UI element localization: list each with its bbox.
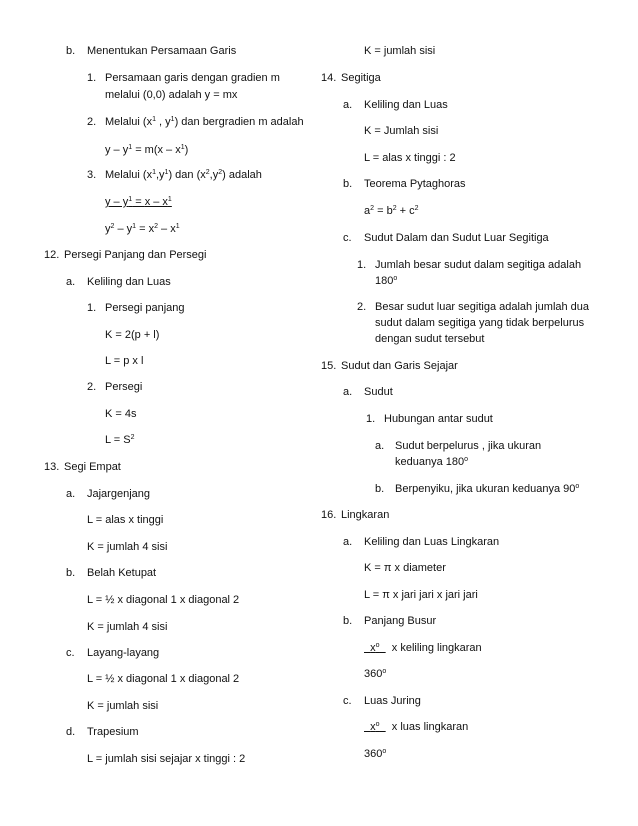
section-16-heading [321,508,390,522]
subheading-text: Luas Juring [364,695,421,707]
formula-line: L = p x l [105,355,144,367]
fraction-numerator [364,720,468,734]
text-part: x [370,721,376,733]
subheading-a [66,275,171,289]
section-number: 14. [321,72,337,84]
superscript: 1 [170,116,175,123]
superscript: 2 [218,169,223,176]
text-part: L = S [105,434,131,446]
text-part: y [105,223,111,235]
superscript: 1 [180,144,185,151]
degree-mark: o [375,721,380,728]
formula-line: K = 2(p + l) [105,329,160,341]
subheading-text: Keliling dan Luas [87,276,171,288]
section-number: 15. [321,360,337,372]
superscript: 1 [128,144,133,151]
list-item-3 [87,168,262,182]
superscript: 1 [167,196,172,203]
formula-line: L = ½ x diagonal 1 x diagonal 2 [87,594,240,606]
subheading-text: Belah Ketupat [87,567,157,579]
degree-mark: o [382,748,387,755]
text-part: ,y [155,169,165,181]
list-label: c. [343,232,352,244]
subheading-b [66,566,157,580]
degree-mark: o [575,483,580,490]
subheading-text: Trapesium [87,726,139,738]
list-number: 1. [87,302,97,314]
fraction-denominator [364,747,386,761]
text-part: 360 [364,748,383,760]
superscript: 2 [205,169,210,176]
list-text [105,115,304,129]
list-label: b. [66,567,76,579]
list-label: b. [343,178,353,190]
list-item-1 [87,301,185,315]
formula-line: K = jumlah sisi [87,700,159,712]
text-part: + c [396,205,415,217]
list-text: Hubungan antar sudut [384,413,493,425]
list-text: Jumlah besar sudut dalam segitiga adalah [375,259,582,271]
text-part: x keliling lingkaran [391,642,482,654]
list-text: Persegi [105,381,143,393]
formula-line [105,143,188,157]
list-number: 3. [87,169,97,181]
formula-line: L = alas x tinggi : 2 [364,152,456,164]
subheading-a [343,385,393,399]
text-part: – y [114,223,133,235]
section-title: Segi Empat [64,461,121,473]
subheading-b [343,177,466,191]
formula-numerator [105,196,172,208]
list-label: a. [343,386,353,398]
list-number: 1. [366,413,376,425]
list-label: d. [66,726,76,738]
list-item-1 [366,412,493,426]
text-part: Berpenyiku, jika ukuran keduanya 90 [395,483,576,495]
list-label: c. [66,647,75,659]
list-text: Persamaan garis dengan gradien m [105,72,280,84]
superscript: 2 [154,223,158,230]
text-part: x [370,642,376,654]
formula-line: L = ½ x diagonal 1 x diagonal 2 [87,673,240,685]
numerator-underlined [364,642,386,654]
text-part: a [364,205,371,217]
list-label: b. [66,45,76,57]
superscript: 1 [132,223,137,230]
subheading-text: Jajargenjang [87,488,150,500]
superscript: 1 [164,169,169,176]
list-text [105,168,262,182]
list-label: a. [375,440,385,452]
section-12-heading [44,248,207,262]
subheading-text: Layang-layang [87,647,160,659]
text-part: ,y [209,169,219,181]
superscript: 1 [175,223,180,230]
list-text-continued: melalui (0,0) adalah y = mx [105,89,238,101]
superscript: 2 [130,434,135,441]
text-part: , y [155,116,171,128]
list-text: Sudut berpelurus , jika ukuran [395,440,542,452]
list-number: 1. [87,72,97,84]
text-part: = b [374,205,393,217]
subheading-a [343,98,448,112]
subheading-d [66,725,139,739]
text-part: x luas lingkaran [391,721,469,733]
list-item-1 [87,71,280,85]
subheading-c [343,694,421,708]
list-label: a. [343,99,353,111]
subheading-text: Keliling dan Luas [364,99,448,111]
subheading-c [66,646,160,660]
superscript: 1 [152,169,156,176]
subheading-text: Menentukan Persamaan Garis [87,45,237,57]
text-part: ) adalah [222,169,262,181]
text-part: ) [184,144,189,156]
list-text-continued: dengan sudut tersebut [375,333,485,345]
formula-line: K = jumlah 4 sisi [87,541,168,553]
text-part: keduanya 180 [395,456,465,468]
list-label: a. [66,276,76,288]
superscript: 2 [414,205,419,212]
subheading-text: Sudut [364,386,393,398]
section-number: 16. [321,509,337,521]
section-number: 13. [44,461,60,473]
fraction-numerator [364,641,482,655]
superscript: 1 [152,116,156,123]
list-number: 2. [87,381,97,393]
section-14-heading [321,71,381,85]
subheading-text: Keliling dan Luas Lingkaran [364,536,500,548]
text-part: y – y [105,196,129,208]
formula-line: K = 4s [105,408,137,420]
formula-line: L = π x jari jari x jari jari [364,589,478,601]
list-text: Besar sudut luar segitiga adalah jumlah dua [375,301,590,313]
superscript: 2 [110,223,115,230]
list-label: c. [343,695,352,707]
text-part: ) dan bergradien m adalah [174,116,304,128]
text-part: – x [158,223,176,235]
text-part: y – y [105,144,129,156]
list-text-continued [375,274,397,288]
list-number: 2. [357,301,367,313]
formula-line: L = jumlah sisi sejajar x tinggi : 2 [87,753,246,765]
subheading-a [66,487,150,501]
section-15-heading [321,359,458,373]
section-title: Segitiga [341,72,381,84]
section-title: Lingkaran [341,509,390,521]
section-13-heading [44,460,121,474]
degree-mark: o [382,668,387,675]
formula-line: K = jumlah 4 sisi [87,621,168,633]
list-item-2 [357,300,590,314]
subheading-text: Panjang Busur [364,615,437,627]
section-title: Sudut dan Garis Sejajar [341,360,458,372]
list-item-a [375,439,542,453]
list-label: b. [343,615,353,627]
formula-line: L = alas x tinggi [87,514,164,526]
text-part: = m(x – x [132,144,181,156]
list-item-2 [87,380,143,394]
list-item-b [375,482,580,496]
subheading-b [343,614,437,628]
text-part: = x [136,223,155,235]
subheading-text: Teorema Pytaghoras [364,178,466,190]
list-label: a. [343,536,353,548]
superscript: 1 [128,196,133,203]
text-part: x – x [144,196,168,208]
formula-line [105,222,180,236]
text-part: 180 [375,275,394,287]
fraction-denominator [364,667,386,681]
list-label: b. [375,483,385,495]
text-part: Melalui (x [105,116,153,128]
list-number: 1. [357,259,367,271]
list-text: Persegi panjang [105,302,185,314]
formula-line: K = Jumlah sisi [364,125,439,137]
list-text-continued [395,455,468,469]
list-text-continued: sudut dalam segitiga yang tidak berpelurus [375,317,585,329]
right-column [300,0,638,826]
subheading-a [343,535,500,549]
section-title: Persegi Panjang dan Persegi [64,249,207,261]
left-column [0,0,304,826]
list-item-2 [87,115,304,129]
formula-line: K = jumlah sisi [364,45,436,57]
list-label: a. [66,488,76,500]
text-part: ) dan (x [168,169,206,181]
section-number: 12. [44,249,60,261]
subheading-b [66,44,237,58]
formula-line [105,433,135,447]
superscript: 2 [392,205,397,212]
list-number: 2. [87,116,97,128]
list-text [395,482,579,496]
superscript: 2 [370,205,375,212]
text-part: Melalui (x [105,169,153,181]
list-item-1 [357,258,582,272]
subheading-text: Sudut Dalam dan Sudut Luar Segitiga [364,232,549,244]
degree-mark: o [375,642,380,649]
degree-mark: o [393,275,398,282]
text-part: 360 [364,668,383,680]
text-part: = [132,196,145,208]
formula-line: K = π x diameter [364,562,446,574]
numerator-underlined [364,721,386,733]
formula-line [105,195,172,209]
formula-line [364,204,419,218]
degree-mark: o [464,456,469,463]
subheading-c [343,231,549,245]
